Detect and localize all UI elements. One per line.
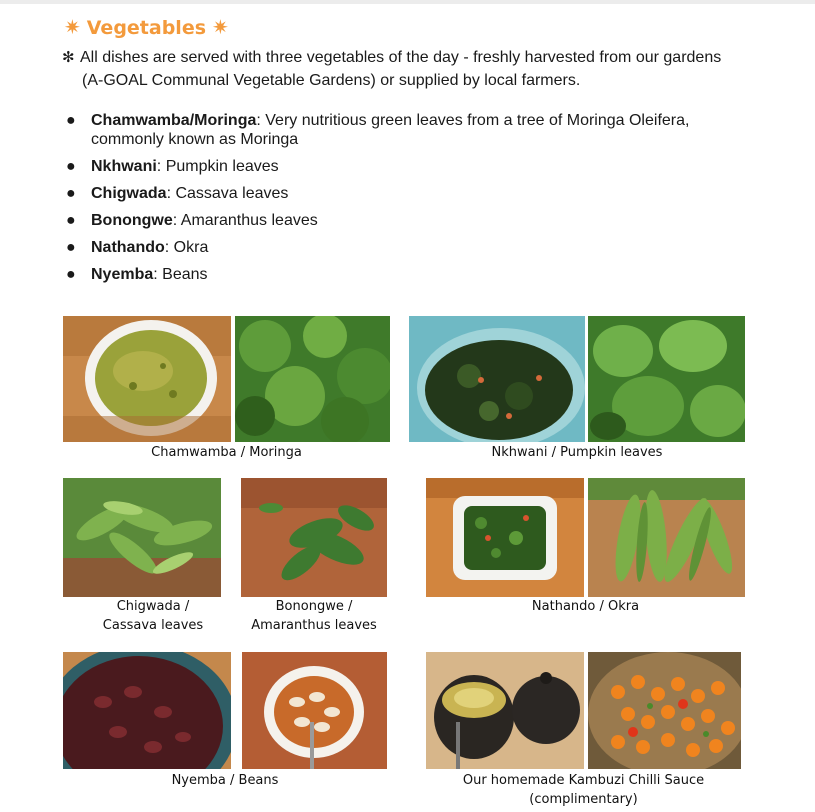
bullet-icon: ● [66,266,76,283]
chilli-sauce-pot-photo [426,652,584,769]
kambuzi-chillies-photo [588,652,741,769]
star-icon: ✷ [64,17,81,39]
section-title: Vegetables [86,17,207,39]
caption-chilli-line-2: (complimentary) [529,792,638,807]
caption-bonongwe-line-1: Bonongwe / [275,599,353,614]
veg-description: : Amaranthus leaves [172,212,318,229]
veg-name: Nkhwani [91,158,157,175]
caption-chigwada-line-1: Chigwada / [116,599,190,614]
veg-name: Chamwamba/Moringa [91,112,257,129]
moringa-dish-photo [63,316,231,442]
moringa-leaves-photo [235,316,390,442]
list-item [62,111,762,149]
nkhwani-dish-photo [409,316,585,442]
intro-line-2: (A-GOAL Communal Vegetable Gardens) or supplied by local farmers. [82,72,581,89]
cassava-plant-photo [63,478,221,597]
list-item [62,265,762,284]
veg-description: : Cassava leaves [166,185,289,202]
bullet-icon: ● [66,185,76,202]
caption-bonongwe-line-2: Amaranthus leaves [251,618,377,633]
veg-description: : Very nutritious green leaves from a tree of Moringa Oleifera, [256,112,690,129]
caption-moringa: Chamwamba / Moringa [151,445,302,460]
list-item [62,238,762,257]
bullet-icon: ● [66,212,76,229]
caption-nathando: Nathando / Okra [531,599,640,614]
veg-description: : Beans [153,266,208,283]
caption-bonongwe [226,597,402,635]
caption-nkhwani: Nkhwani / Pumpkin leaves [491,445,663,460]
bullet-icon: ● [66,112,76,129]
caption-nyemba: Nyemba / Beans [171,773,279,788]
veg-name: Nyemba [91,266,154,283]
page-top-border [0,0,815,4]
list-item [62,211,762,230]
intro-line-1: All dishes are served with three vegetables of the day - freshly harvested from our gardens [80,49,722,66]
bullet-icon: ● [66,158,76,175]
pumpkin-leaves-photo [588,316,745,442]
caption-chilli [426,771,741,809]
intro-paragraph [62,46,782,92]
okra-dish-photo [426,478,584,597]
amaranthus-plant-photo [241,478,387,597]
vegetable-list [62,111,762,292]
section-heading [64,14,229,42]
list-item [62,184,762,203]
beans-pot-photo [63,652,231,769]
caption-chilli-line-1: Our homemade Kambuzi Chilli Sauce [462,773,705,788]
veg-description-cont: commonly known as Moringa [91,131,299,148]
veg-name: Chigwada [91,185,167,202]
okra-pods-photo [588,478,745,597]
caption-chigwada-line-2: Cassava leaves [102,618,204,633]
caption-chigwada [63,597,243,635]
beans-bowl-photo [242,652,387,769]
veg-name: Nathando [91,239,165,256]
bullet-icon: ● [66,239,76,256]
asterisk-icon: ✻ [62,49,75,66]
star-icon: ✷ [212,17,229,39]
list-item [62,157,762,176]
veg-description: : Pumpkin leaves [156,158,279,175]
veg-name: Bonongwe [91,212,173,229]
veg-description: : Okra [164,239,209,256]
